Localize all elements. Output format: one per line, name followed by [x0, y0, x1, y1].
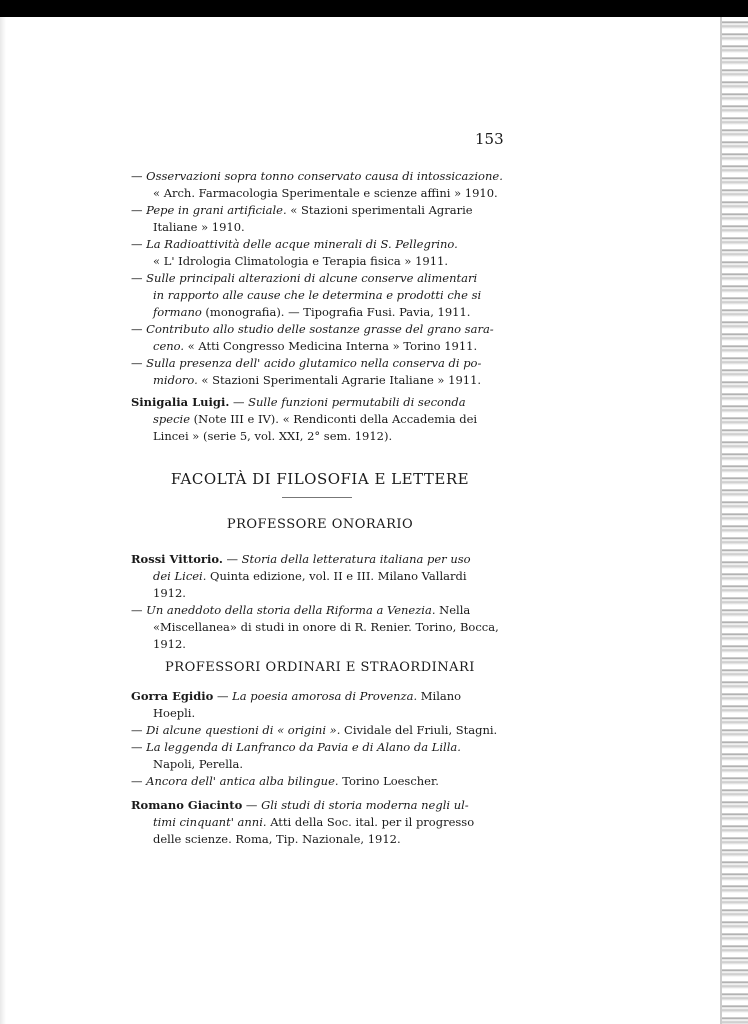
pub-line: — Sulla presenza dell' acido glutamico nella conserva di po-	[131, 356, 482, 370]
pub-line: Italiane » 1910.	[153, 220, 245, 234]
entry-line: — La leggenda di Lanfranco da Pavia e di Alano da Lilla.	[131, 740, 461, 754]
pub-line: — Pepe in grani artificiale. « Stazioni sperimentali Agrarie	[131, 203, 473, 217]
entry-line: Napoli, Perella.	[153, 757, 244, 771]
author-entry-gorra	[131, 688, 509, 790]
entry-line: delle scienze. Roma, Tip. Nazionale, 1912.	[153, 832, 401, 846]
entry-line: — Un aneddoto della storia della Riforma a Venezia. Nella	[131, 603, 471, 617]
author-entry-sinigalia	[131, 394, 509, 445]
entry-line: dei Licei. Quinta edizione, vol. II e III. Milano Vallardi	[153, 569, 467, 583]
pub-line: midoro. « Stazioni Sperimentali Agrarie Italiane » 1911.	[153, 373, 482, 387]
entry-line: 1912.	[153, 637, 186, 651]
section-divider	[282, 497, 352, 498]
entry-line: Hoepli.	[153, 706, 196, 720]
pub-line: ceno. « Atti Congresso Medicina Interna » Torino 1911.	[153, 339, 478, 353]
entry-line: timi cinquant' anni. Atti della Soc. ital. per il progresso	[153, 815, 475, 829]
entry-line: Rossi Vittorio. — Storia della letteratura italiana per uso	[131, 552, 471, 566]
entry-line: — Ancora dell' antica alba bilingue. Torino Loescher.	[131, 774, 439, 788]
page-number: 153	[475, 130, 504, 148]
entry-line: specie (Note III e IV). « Rendiconti della Accademia dei	[153, 412, 478, 426]
author-name: Romano Giacinto	[131, 798, 243, 812]
publications-list-continued	[131, 168, 509, 389]
scan-right-fold	[720, 17, 722, 1024]
pub-line: formano (monografia). — Tipografia Fusi. Pavia, 1911.	[153, 305, 471, 319]
entry-line: Lincei » (serie 5, vol. XXI, 2° sem. 1912).	[153, 429, 393, 443]
entry-line: — Di alcune questioni di « origini ». Cividale del Friuli, Stagni.	[131, 723, 498, 737]
subheading-ordinary: PROFESSORI ORDINARI E STRAORDINARI	[165, 660, 475, 675]
author-name: Gorra Egidio	[131, 689, 214, 703]
scan-top-border	[0, 0, 748, 17]
pub-line: « Arch. Farmacologia Sperimentale e scienze affini » 1910.	[153, 186, 498, 200]
entry-line: 1912.	[153, 586, 186, 600]
author-name: Rossi Vittorio.	[131, 552, 223, 566]
entry-line: Gorra Egidio — La poesia amorosa di Provenza. Milano	[131, 689, 462, 703]
pub-line: — La Radioattività delle acque minerali di S. Pellegrino.	[131, 237, 458, 251]
pub-line: in rapporto alle cause che le determina e prodotti che si	[153, 288, 482, 302]
author-entry-romano	[131, 797, 509, 848]
subheading-honorary: PROFESSORE ONORARIO	[226, 517, 414, 532]
entry-line: Sinigalia Luigi. — Sulle funzioni permutabili di seconda	[131, 395, 466, 409]
pub-line: — Contributo allo studio delle sostanze grasse del grano sara-	[131, 322, 494, 336]
entry-line: «Miscellanea» di studi in onore di R. Renier. Torino, Bocca,	[153, 620, 499, 634]
entry-line: Romano Giacinto — Gli studi di storia moderna negli ul-	[131, 798, 469, 812]
pub-line: — Sulle principali alterazioni di alcune conserve alimentari	[131, 271, 478, 285]
author-name: Sinigalia Luigi.	[131, 395, 230, 409]
scan-right-edge	[722, 17, 748, 1024]
section-heading-faculty: FACOLTÀ DI FILOSOFIA E LETTERE	[170, 470, 470, 488]
pub-line: « L' Idrologia Climatologia e Terapia fisica » 1911.	[153, 254, 449, 268]
author-entry-rossi	[131, 551, 509, 653]
pub-line: — Osservazioni sopra tonno conservato causa di intossicazione.	[131, 169, 503, 183]
